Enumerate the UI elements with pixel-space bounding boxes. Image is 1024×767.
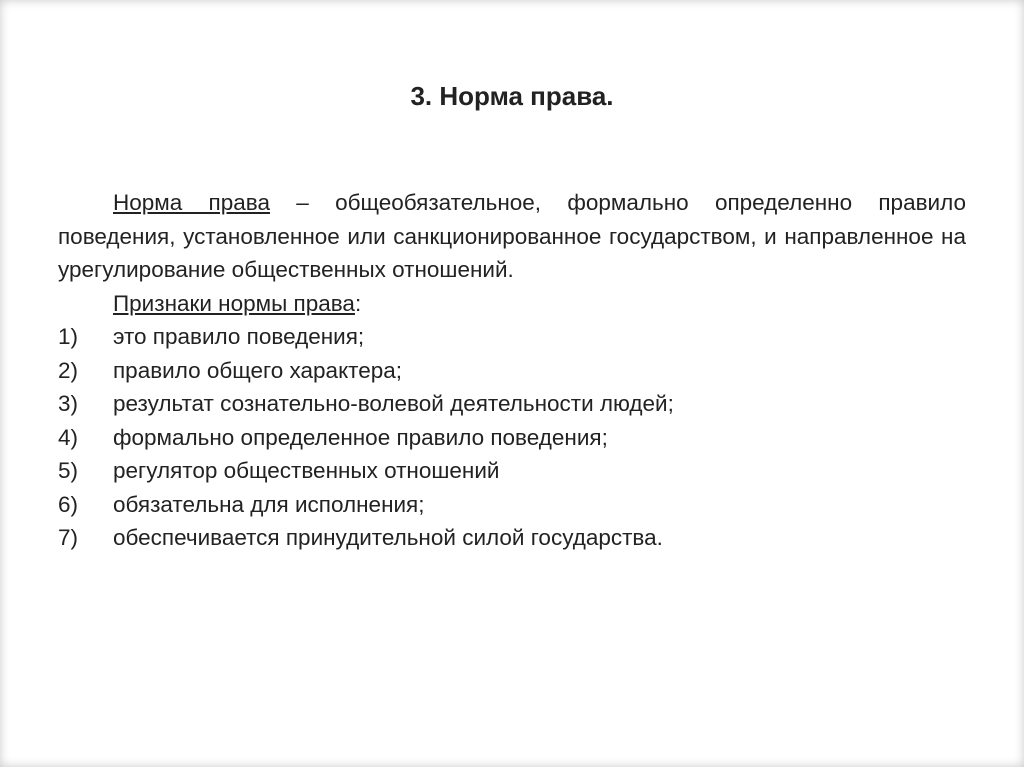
list-item <box>58 354 966 388</box>
list-item-number: 7) <box>58 525 79 550</box>
list-item-text: результат сознательно-волевой деятельности людей; <box>113 391 674 416</box>
list-item <box>58 387 966 421</box>
list-item-number: 3) <box>58 391 79 416</box>
slide-content <box>58 186 966 555</box>
list-item-text: это правило поведения; <box>113 324 365 349</box>
list-item <box>58 521 966 555</box>
list-item-number: 1) <box>58 324 79 349</box>
list-item <box>58 421 966 455</box>
list-item-number: 5) <box>58 458 79 483</box>
signs-heading-text: Признаки нормы права <box>113 290 355 316</box>
slide-title: 3. Норма права. <box>410 81 614 111</box>
list-item-number: 6) <box>58 491 79 517</box>
list-item-text: обеспечивается принудительной силой государства. <box>113 525 663 550</box>
definition-term: Норма права <box>113 190 270 215</box>
definition-paragraph <box>58 186 966 287</box>
list-item-number: 2) <box>58 357 79 383</box>
list-item <box>58 488 966 522</box>
signs-list <box>58 320 966 555</box>
signs-heading <box>58 287 966 321</box>
list-item-text: регулятор общественных отношений <box>113 458 500 483</box>
list-item-text: обязательна для исполнения; <box>113 491 425 517</box>
signs-heading-colon: : <box>354 290 362 316</box>
list-item <box>58 454 966 488</box>
list-item <box>58 320 966 354</box>
list-item-text: формально определенное правило поведения; <box>113 424 608 450</box>
list-item-number: 4) <box>58 424 79 450</box>
list-item-text: правило общего характера; <box>113 357 403 383</box>
definition-text: – общеобязательное, формально определенно правило поведения, установленное или санкционированное государством, и направленное на урегулирование общественных отношений. <box>58 190 967 282</box>
